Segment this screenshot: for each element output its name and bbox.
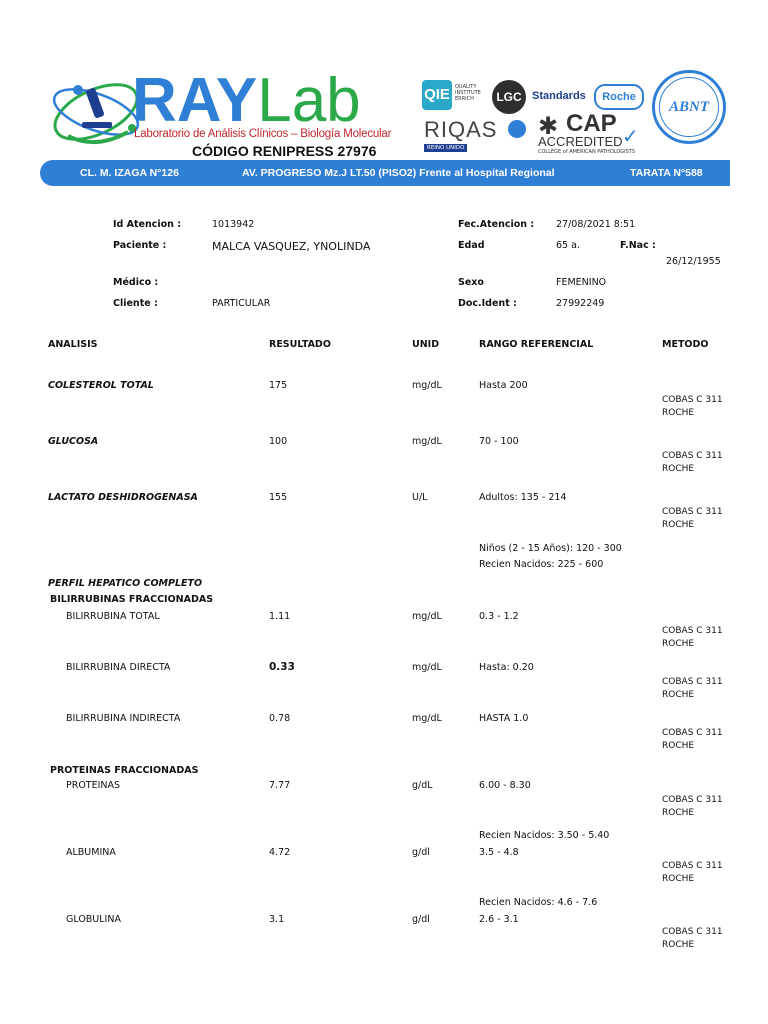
sexo-label: Sexo: [458, 277, 484, 288]
section-title-bilirrubinas: BILIRRUBINAS FRACCIONADAS: [50, 594, 214, 605]
result-value: 3.1: [269, 914, 285, 925]
analysis-name: GLOBULINA: [66, 914, 121, 925]
reference-range-neonatos: Recien Nacidos: 4.6 - 7.6: [479, 897, 598, 908]
fec-value: 27/08/2021 8:51: [556, 219, 636, 230]
analysis-name: GLUCOSA: [48, 436, 99, 447]
brand-lab: Lab: [257, 66, 361, 135]
renipress-code: CÓDIGO RENIPRESS 27976: [192, 143, 377, 159]
header-analisis: ANALISIS: [48, 339, 98, 350]
analysis-name: LACTATO DESHIDROGENASA: [48, 492, 198, 503]
result-value: 0.78: [269, 713, 291, 724]
lgc-logo: LGC: [492, 80, 526, 114]
doc-value: 27992249: [556, 298, 605, 309]
result-value: 100: [269, 436, 288, 447]
analysis-name: BILIRRUBINA DIRECTA: [66, 662, 171, 673]
cap-subtitle: COLLEGE of AMERICAN PATHOLOGISTS: [538, 149, 636, 155]
method: COBAS C 311 ROCHE: [662, 927, 723, 950]
address-izaga: CL. M. IZAGA N°126: [80, 167, 179, 179]
result-value: 1.11: [269, 611, 291, 622]
fnac-label: F.Nac :: [620, 240, 656, 251]
riqas-logo: RIQAS: [424, 117, 498, 142]
method: COBAS C 311 ROCHE: [662, 626, 723, 649]
unit: mg/dL: [412, 713, 442, 724]
result-value: 7.77: [269, 780, 291, 791]
method: COBAS C 311 ROCHE: [662, 395, 723, 418]
reference-range: 0.3 - 1.2: [479, 611, 519, 622]
globe-icon: [508, 120, 526, 138]
standards-text: Standards: [532, 90, 586, 102]
id-label: Id Atencion :: [113, 219, 182, 230]
reference-range-neonatos: Recien Nacidos: 3.50 - 5.40: [479, 830, 610, 841]
analysis-name: COLESTEROL TOTAL: [48, 380, 154, 391]
result-value: 155: [269, 492, 288, 503]
edad-value: 65 a.: [556, 240, 580, 251]
brand-ray: RAY: [132, 66, 258, 135]
section-title-proteinas: PROTEINAS FRACCIONADAS: [50, 765, 199, 776]
analysis-name: BILIRRUBINA TOTAL: [66, 611, 160, 622]
reference-range: Hasta: 0.20: [479, 662, 534, 673]
edad-label: Edad: [458, 240, 485, 251]
doc-label: Doc.Ident :: [458, 298, 517, 309]
reference-range: HASTA 1.0: [479, 713, 529, 724]
address-banner: [40, 160, 730, 186]
header-unid: UNID: [412, 339, 440, 350]
analysis-name: PROTEINAS: [66, 780, 121, 791]
analysis-name: BILIRRUBINA INDIRECTA: [66, 713, 181, 724]
cap-logo: CAP: [566, 110, 617, 137]
reference-range: 2.6 - 3.1: [479, 914, 519, 925]
section-title-perfil: PERFIL HEPATICO COMPLETO: [48, 578, 203, 589]
unit: U/L: [412, 492, 428, 503]
method: COBAS C 311 ROCHE: [662, 451, 723, 474]
method: COBAS C 311 ROCHE: [662, 861, 723, 884]
letterhead: [0, 0, 768, 195]
reino-unido-label: REINO UNIDO: [424, 144, 467, 152]
sexo-value: FEMENINO: [556, 277, 607, 288]
method: COBAS C 311 ROCHE: [662, 507, 723, 530]
check-icon: ✓: [622, 124, 639, 148]
address-tarata: TARATA N°588: [630, 167, 703, 179]
unit: mg/dL: [412, 611, 442, 622]
header-resultado: RESULTADO: [269, 339, 331, 350]
address-progreso: AV. PROGRESO Mz.J LT.50 (PISO2) Frente al Hospital Regional: [242, 167, 555, 179]
method: COBAS C 311 ROCHE: [662, 795, 723, 818]
fec-label: Fec.Atencion :: [458, 219, 535, 230]
reference-range: 3.5 - 4.8: [479, 847, 519, 858]
unit: g/dl: [412, 914, 430, 925]
method: COBAS C 311 ROCHE: [662, 677, 723, 700]
header-rango: RANGO REFERENCIAL: [479, 339, 594, 350]
reference-range: 6.00 - 8.30: [479, 780, 531, 791]
unit: mg/dL: [412, 436, 442, 447]
paciente-value: MALCA VASQUEZ, YNOLINDA: [212, 240, 371, 253]
abnt-seal: ABNT: [652, 70, 726, 144]
tagline: Laboratorio de Análisis Clínicos – Biología Molecular: [134, 128, 392, 140]
reference-range: Hasta 200: [479, 380, 528, 391]
fnac-value: 26/12/1955: [666, 256, 721, 267]
unit: mg/dL: [412, 380, 442, 391]
id-value: 1013942: [212, 219, 255, 230]
unit: mg/dL: [412, 662, 442, 673]
roche-logo: Roche: [594, 84, 644, 110]
cap-star-icon: ✱: [538, 112, 559, 140]
unit: g/dl: [412, 847, 430, 858]
paciente-label: Paciente :: [113, 240, 167, 251]
medico-label: Médico :: [113, 277, 159, 288]
reference-range: 70 - 100: [479, 436, 519, 447]
analysis-name: ALBUMINA: [66, 847, 116, 858]
qie-logo: QIE QUALITY INSTITUTE ERRICH: [422, 80, 486, 114]
result-value-flagged: 0.33: [269, 661, 295, 673]
reference-range-ninos: Niños (2 - 15 Años): 120 - 300: [479, 543, 622, 554]
result-value: 4.72: [269, 847, 291, 858]
cliente-label: Cliente :: [113, 298, 158, 309]
reference-range: Adultos: 135 - 214: [479, 492, 567, 503]
header-metodo: METODO: [662, 339, 709, 350]
result-value: 175: [269, 380, 288, 391]
reference-range-neonatos: Recien Nacidos: 225 - 600: [479, 559, 604, 570]
method: COBAS C 311 ROCHE: [662, 728, 723, 751]
cliente-value: PARTICULAR: [212, 298, 271, 309]
accredited-text: ACCREDITED: [538, 134, 623, 149]
unit: g/dL: [412, 780, 433, 791]
